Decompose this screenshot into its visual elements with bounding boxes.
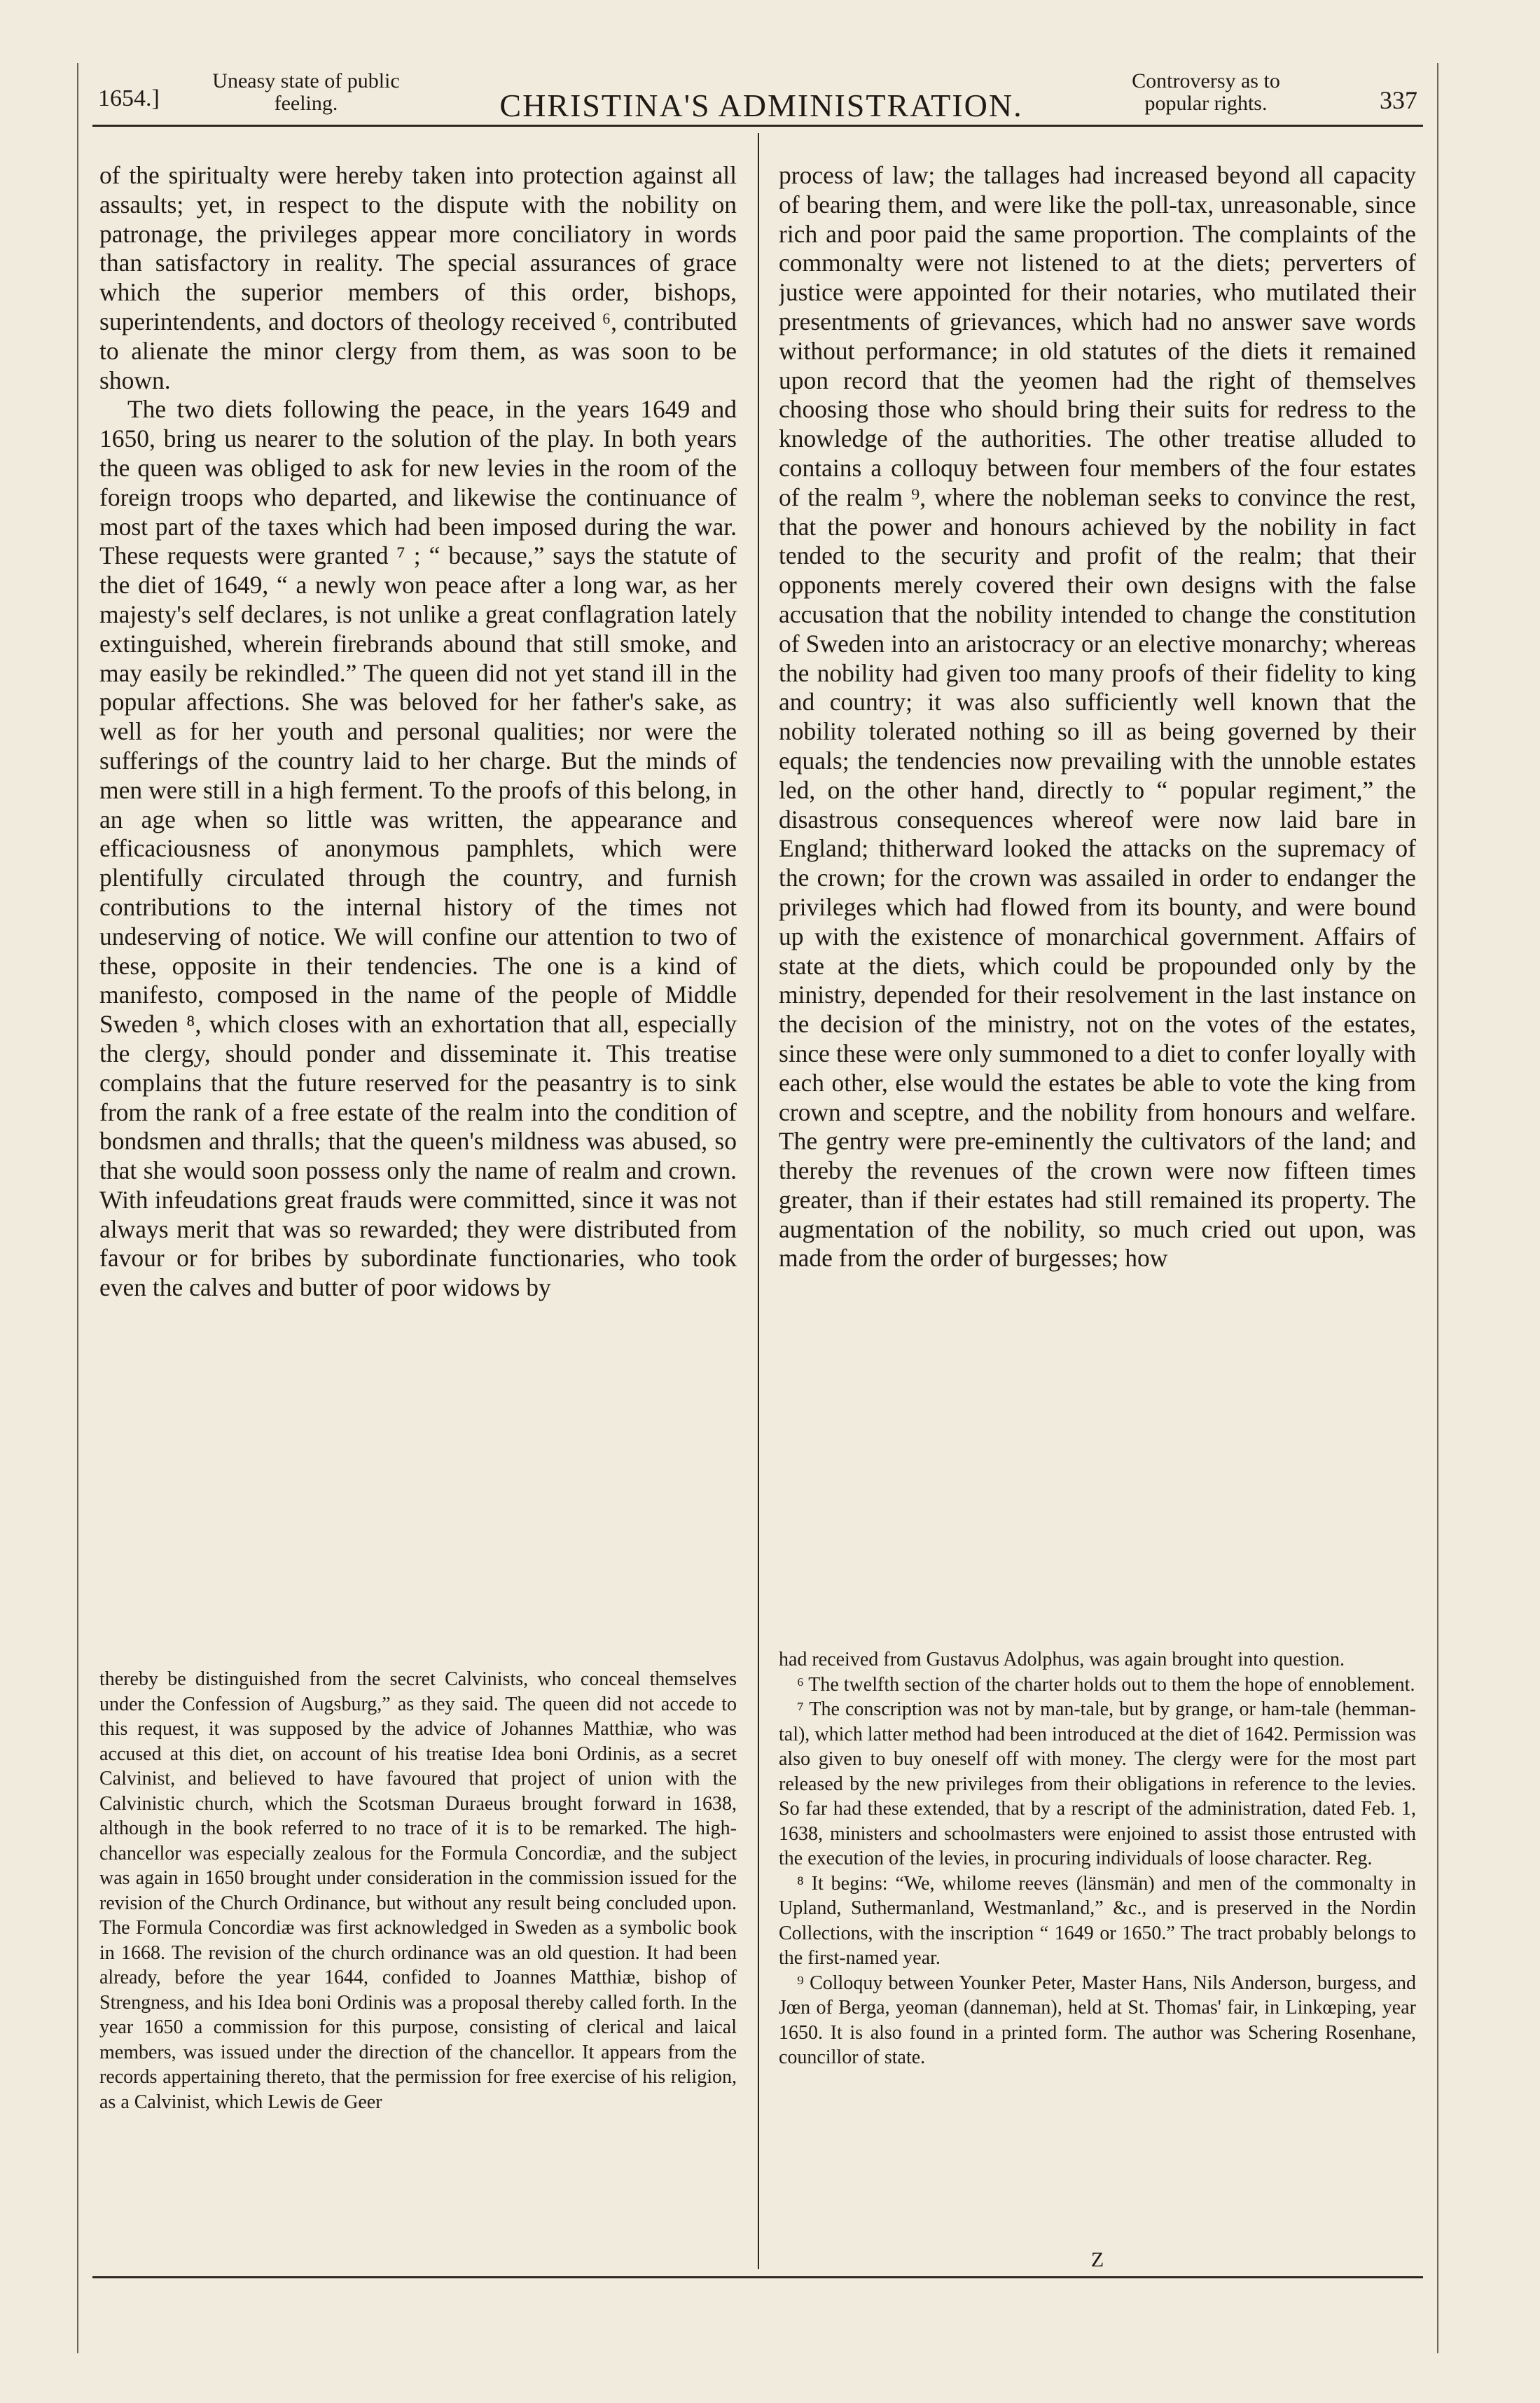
left-paragraph-1: of the spiritualty were hereby taken into protection against all assaults; yet, in respect to the dispute with the nobility on patronage, the privileges appear more conciliatory in words than satisfactory in reality. The special assurances of grace which the superior members of this order, bishops, superintendents, and doctors of theology received ⁶, contributed to alienate the minor clergy from them, as was soon to be shown. [99,161,737,394]
book-page [77,63,1438,2353]
header-rule [92,125,1423,127]
right-footnotes [779,1647,1416,2070]
footer-rule [92,2276,1423,2278]
footnote-continuation-right: had received from Gustavus Adolphus, was again brought into question. [779,1649,1345,1670]
column-divider [758,133,759,2269]
running-header [78,63,1437,125]
right-column-body [779,161,1416,1635]
header-right-sidenote: Controversy as to popular rights. [1132,69,1280,115]
header-title: CHRISTINA'S ADMINISTRATION. [499,88,1023,123]
header-year: 1654.] [98,85,160,111]
left-column-body [99,161,737,1635]
header-left-sidenote: Uneasy state of public feeling. [212,69,400,115]
footnote-continuation: thereby be distinguished from the secret Calvinists, who conceal themselves under the Confession of Augsburg,” as they said. The queen did not accede to this request, it was supposed by the advice of Johannes Matthiæ, who was accused at this diet, on account of his treatise Idea boni Ordinis, as a secret Calvinist, and believed to have favoured that project of union with the Calvinistic church, which the Scotsman Duraeus brought forward in 1638, although in the book referred to no trace of it is to be remarked. The high-chancellor was especially zealous for the Formula Concordiæ, and the subject was again in 1650 brought under consideration in the commission issued for the revision of the Church Ordinance, but without any result being concluded upon. The Formula Concordiæ was first acknowledged in Sweden as a symbolic book in 1668. The revision of the church ordinance was an old question. It had been already, before the year 1644, confided to Joannes Matthiæ, bishop of Strengness, and his Idea boni Ordinis was a proposal thereby called forth. In the year 1650 a commission for this purpose, consisting of clerical and laical members, was issued under the direction of the chancellor. It appears from the records appertaining thereto, that the permission for free exercise of his religion, as a Calvinist, which Lewis de Geer [99,1668,737,2113]
left-paragraph-2: The two diets following the peace, in the years 1649 and 1650, bring us nearer to the solution of the play. In both years the queen was obliged to ask for new levies in the room of the foreign troops who departed, and likewise the continuance of most part of the taxes which had been imposed during the war. These requests were granted ⁷ ; “ because,” says the statute of the diet of 1649, “ a newly won peace after a long war, as her majesty's self declares, is not unlike a great conflagration lately extinguished, wherein firebrands abound that still smoke, and may easily be rekindled.” The queen did not yet stand ill in the popular affections. She was beloved for her father's sake, as well as for her youth and personal qualities; nor were the sufferings of the country laid to her charge. But the minds of men were still in a high ferment. To the proofs of this belong, in an age when so little was written, the appearance and efficaciousness of anonymous pamphlets, which were plentifully circulated through the country, and furnish contributions to the internal history of the times not undeserving of notice. We will confine our attention to two of these, opposite in their tendencies. The one is a kind of manifesto, composed in the name of the people of Middle Sweden ⁸, which closes with an exhortation that all, especially the clergy, should ponder and disseminate it. This treatise complains that the future reserved for the peasantry is to sink from the rank of a free estate of the realm into the condition of bondsmen and thralls; that the queen's mildness was abused, so that she would soon possess only the name of realm and crown. With infeudations great frauds were committed, since it was not always merit that was so rewarded; they were distributed from favour or for bribes by subordinate functionaries, who took even the calves and butter of poor widows by [99,395,737,1302]
footnote-8: ⁸ It begins: “We, whilome reeves (länsmän) and men of the commonalty in Upland, Suthermanland, Westmanland,” &c., and is preserved in the Nordin Collections, with the inscription “ 1649 or 1650.” The tract probably belongs to the first-named year. [779,1872,1416,1969]
footnote-6: ⁶ The twelfth section of the charter holds out to them the hope of ennoblement. [797,1673,1415,1696]
right-paragraph-1: process of law; the tallages had increased beyond all capacity of bearing them, and were like the poll-tax, unreasonable, since rich and poor paid the same proportion. The complaints of the commonalty were not listened to at the diets; perverters of justice were appointed for their notaries, who mutilated their presentments of grievances, which had no answer save words without performance; in old statutes of the diets it remained upon record that the yeomen had the right of themselves choosing those who should bring their suits for redress to the knowledge of the authorities. The other treatise alluded to contains a colloquy between four members of the four estates of the realm ⁹, where the nobleman seeks to convince the rest, that the power and honours achieved by the nobility in fact tended to the security and profit of the realm; that their opponents merely covered their own designs with the false accusation that the nobility intended to change the constitution of Sweden into an aristocracy or an elective monarchy; whereas the nobility had given too many proofs of their fidelity to king and country; it was also sufficiently well known that the nobility tolerated nothing so ill as being governed by their equals; the tendencies now prevailing with the unnoble estates led, on the other hand, directly to “ popular regiment,” the disastrous consequences whereof were now laid bare in England; thitherward looked the attacks on the supremacy of the crown; for the crown was assailed in order to endanger the privileges which had flowed from its bounty, and were bound up with the existence of monarchical government. Affairs of state at the diets, which could be propounded only by the ministry, depended for their resolvement in the last instance on the decision of the ministry, not on the votes of the estates, since these were only summoned to a diet to confer loyally with each other, else would the estates be able to vote the king from crown and sceptre, and the nobility from honours and welfare. The gentry were pre-eminently the cultivators of the land; and thereby the revenues of the crown were now fifteen times greater, than if their estates had still remained its property. The augmentation of the nobility, so much cried out upon, was made from the order of burgesses; how [779,161,1416,1273]
page-number: 337 [1380,86,1417,114]
footnote-9: ⁹ Colloquy between Younker Peter, Master Hans, Nils Anderson, burgess, and Jœn of Berga, yeoman (danneman), held at St. Thomas' fair, in Linkœping, year 1650. It is also found in a printed form. The author was Schering Rosenhane, councillor of state. [779,1972,1416,2068]
footnote-7: ⁷ The conscription was not by man-tale, but by grange, or ham-tale (hemman-tal), which latter method had been introduced at the diet of 1642. Permission was also given to buy oneself off with money. The clergy were for the most part released by the new privileges from their obligations in reference to the levies. So far had these extended, that by a rescript of the administration, dated Feb. 1, 1638, ministers and schoolmasters were enjoined to assist those entrusted with the execution of the levies, in procuring individuals of loose character. Reg. [779,1698,1416,1869]
left-footnotes [99,1667,737,2114]
signature-mark: Z [1090,2248,1104,2271]
